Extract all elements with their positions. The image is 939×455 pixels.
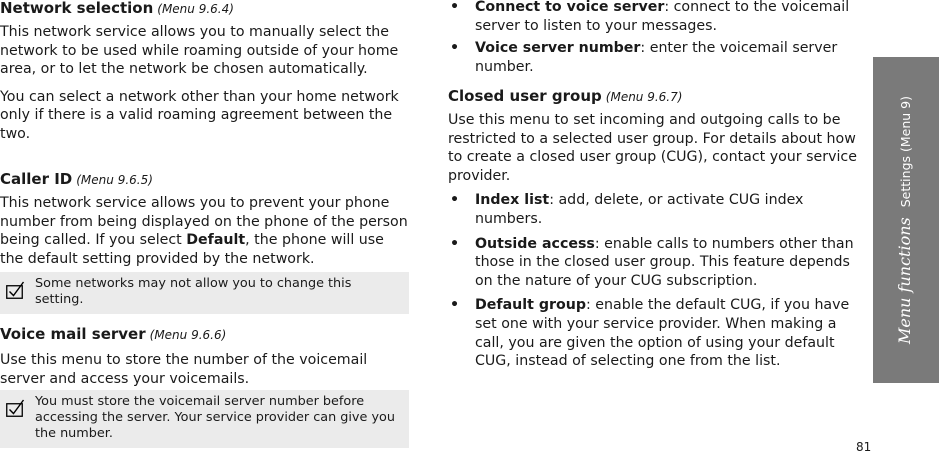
checkmark-note-icon <box>6 281 25 299</box>
section-heading <box>0 169 410 190</box>
bullet: • <box>450 192 460 209</box>
chapter-side-tab <box>873 57 939 383</box>
bold-term: Default group <box>475 297 586 314</box>
item-text: : enable calls to numbers other than those in the closed user group. This feature depends on the nature of your CUG subscription. <box>475 235 854 289</box>
checkmark-note-icon <box>6 399 25 417</box>
bold-term: Default <box>186 232 246 249</box>
paragraph <box>0 194 410 268</box>
bold-term: Index list <box>475 192 550 209</box>
bold-term: Connect to voice server <box>475 0 665 15</box>
item-text: : enter the voicemail server number. <box>475 40 838 75</box>
item-text: : connect to the voicemail server to listen to your messages. <box>475 0 850 34</box>
list-item <box>448 191 858 228</box>
list-item <box>448 39 858 76</box>
chapter-subtitle: Settings (Menu 9) <box>898 96 914 208</box>
cug-options-list <box>448 191 858 370</box>
paragraph: Use this menu to store the number of the voicemail server and access your voicemails. <box>0 352 368 387</box>
caller-id-section <box>0 169 410 268</box>
paragraph: This network service allows you to manually select the network to be used while roaming outside of your home area, or to let the network be chosen automatically. <box>0 24 399 78</box>
bullet: • <box>450 235 460 252</box>
heading-text: Caller ID <box>0 170 73 188</box>
bold-term: Outside access <box>475 235 595 252</box>
note-box <box>0 390 409 448</box>
list-item <box>448 296 858 370</box>
list-item <box>448 235 858 291</box>
side-tab-label <box>896 96 916 344</box>
heading-text: Voice mail server <box>0 325 146 343</box>
voice-mail-section <box>0 324 410 388</box>
section-heading <box>448 86 858 107</box>
heading-text: Closed user group <box>448 87 602 105</box>
note-text: You must store the voicemail server number before accessing the server. Your service provider can give you the number. <box>35 394 395 441</box>
bullet: • <box>450 40 460 57</box>
item-text: : add, delete, or activate CUG index numbers. <box>475 192 804 227</box>
page-number: 81 <box>856 440 872 454</box>
paragraph: You can select a network other than your home network only if there is a valid roaming agreement between the two. <box>0 88 399 142</box>
section-heading <box>0 0 410 19</box>
bullet: • <box>450 0 460 15</box>
chapter-title: Menu functions <box>895 217 915 344</box>
section-heading <box>0 324 410 345</box>
closed-user-group-section <box>448 86 858 371</box>
item-text: : enable the default CUG, if you have set one with your service provider. When making a call, you are given the option of using your default CUG, instead of selecting one from the list. <box>475 297 850 370</box>
note-text: Some networks may not allow you to change this setting. <box>35 276 352 307</box>
menu-ref: (Menu 9.6.7) <box>605 90 683 104</box>
heading-text: Network selection <box>0 0 154 17</box>
list-item <box>448 0 858 35</box>
text-run: , the phone will use the default setting provided by the network. <box>0 232 384 267</box>
menu-ref: (Menu 9.6.6) <box>149 328 227 342</box>
paragraph: Use this menu to set incoming and outgoing calls to be restricted to a selected user group. For details about how to create a closed user group (CUG), contact your service provider. <box>448 112 857 184</box>
text-run: This network service allows you to prevent your phone number from being displayed on the phone of the person being called. If you select <box>0 195 408 249</box>
menu-ref: (Menu 9.6.4) <box>157 2 234 16</box>
voice-mail-options-list <box>448 0 858 76</box>
bold-term: Voice server number <box>475 40 641 57</box>
bullet: • <box>450 297 460 314</box>
menu-ref: (Menu 9.6.5) <box>76 173 153 187</box>
note-box <box>0 272 409 314</box>
network-selection-section <box>0 0 410 144</box>
